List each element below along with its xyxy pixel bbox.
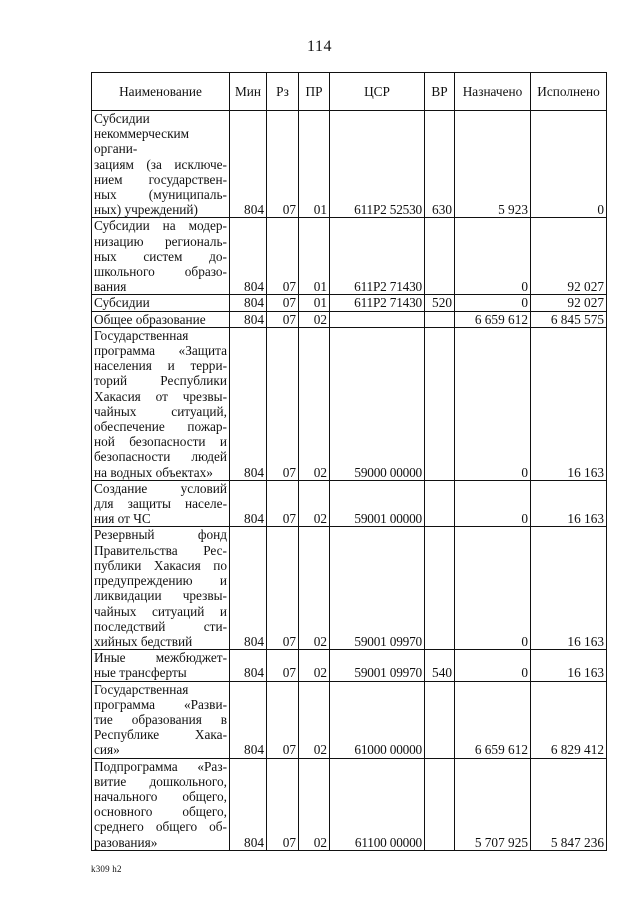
cell-section: 07 bbox=[267, 327, 299, 480]
cell-ministry: 804 bbox=[230, 650, 267, 681]
name-line: Субсидии на модер- bbox=[94, 218, 227, 234]
cell-target-article: 59001 00000 bbox=[330, 480, 425, 527]
cell-subsection: 02 bbox=[299, 681, 330, 758]
cell-section: 07 bbox=[267, 218, 299, 295]
cell-name bbox=[92, 758, 230, 850]
column-header-target-article: ЦСР bbox=[330, 73, 425, 111]
cell-section: 07 bbox=[267, 681, 299, 758]
cell-subsection: 02 bbox=[299, 758, 330, 850]
cell-target-article: 611P2 52530 bbox=[330, 111, 425, 218]
table-row bbox=[92, 758, 607, 850]
name-line: Хакасия от чрезвы- bbox=[94, 388, 227, 404]
name-line: школьного образо- bbox=[94, 264, 227, 280]
cell-executed: 16 163 bbox=[531, 650, 607, 681]
name-line: чайных ситуаций и bbox=[94, 603, 227, 619]
table-row bbox=[92, 327, 607, 480]
cell-subsection: 02 bbox=[299, 311, 330, 327]
cell-assigned: 0 bbox=[455, 480, 531, 527]
name-line: Подпрограмма «Раз- bbox=[94, 758, 227, 774]
name-line: витие дошкольного, bbox=[94, 773, 227, 789]
table-row bbox=[92, 111, 607, 218]
cell-expense-type bbox=[425, 681, 455, 758]
name-line: Субсидии некоммерческим органи- bbox=[94, 111, 190, 157]
cell-section: 07 bbox=[267, 527, 299, 650]
cell-assigned: 0 bbox=[455, 527, 531, 650]
cell-expense-type bbox=[425, 758, 455, 850]
cell-name bbox=[92, 295, 230, 311]
name-line: обеспечение пожар- bbox=[94, 419, 227, 435]
cell-section: 07 bbox=[267, 758, 299, 850]
column-header-name: Наименование bbox=[92, 73, 230, 111]
name-line: ликвидации чрезвы- bbox=[94, 588, 227, 604]
cell-target-article: 611P2 71430 bbox=[330, 218, 425, 295]
name-line: среднего общего об- bbox=[94, 819, 227, 835]
cell-target-article: 59001 09970 bbox=[330, 650, 425, 681]
cell-subsection: 02 bbox=[299, 480, 330, 527]
name-line: начального общего, bbox=[94, 788, 227, 804]
column-header-executed: Исполнено bbox=[531, 73, 607, 111]
name-line: населения и терри- bbox=[94, 358, 227, 374]
name-line: вания bbox=[94, 279, 127, 295]
name-line: Иные межбюджет- bbox=[94, 650, 227, 666]
name-line: основного общего, bbox=[94, 804, 227, 820]
cell-expense-type bbox=[425, 480, 455, 527]
cell-ministry: 804 bbox=[230, 311, 267, 327]
cell-name bbox=[92, 311, 230, 327]
name-line: тие образования в bbox=[94, 711, 227, 727]
name-line: сия» bbox=[94, 742, 120, 758]
cell-target-article: 59000 00000 bbox=[330, 327, 425, 480]
table-row bbox=[92, 218, 607, 295]
table-row bbox=[92, 527, 607, 650]
name-line: ных систем до- bbox=[94, 248, 227, 264]
name-line: ные трансферты bbox=[94, 665, 187, 681]
cell-assigned: 5 707 925 bbox=[455, 758, 531, 850]
cell-assigned: 5 923 bbox=[455, 111, 531, 218]
cell-expense-type: 520 bbox=[425, 295, 455, 311]
cell-expense-type: 540 bbox=[425, 650, 455, 681]
cell-ministry: 804 bbox=[230, 480, 267, 527]
column-header-subsection: ПР bbox=[299, 73, 330, 111]
name-line: Субсидии bbox=[94, 295, 150, 311]
cell-subsection: 01 bbox=[299, 218, 330, 295]
budget-table bbox=[91, 72, 607, 851]
name-line: ных (муниципаль- bbox=[94, 187, 227, 203]
cell-executed: 0 bbox=[531, 111, 607, 218]
cell-expense-type bbox=[425, 311, 455, 327]
page-number: 114 bbox=[307, 38, 332, 55]
cell-ministry: 804 bbox=[230, 681, 267, 758]
cell-assigned: 0 bbox=[455, 650, 531, 681]
cell-name bbox=[92, 327, 230, 480]
name-line: разования» bbox=[94, 834, 158, 850]
cell-section: 07 bbox=[267, 480, 299, 527]
cell-subsection: 02 bbox=[299, 527, 330, 650]
table-row bbox=[92, 681, 607, 758]
cell-executed: 6 829 412 bbox=[531, 681, 607, 758]
name-line: низацию региональ- bbox=[94, 233, 227, 249]
cell-executed: 92 027 bbox=[531, 295, 607, 311]
cell-section: 07 bbox=[267, 311, 299, 327]
cell-expense-type: 630 bbox=[425, 111, 455, 218]
name-line: нием государствен- bbox=[94, 171, 227, 187]
cell-target-article: 59001 09970 bbox=[330, 527, 425, 650]
name-line: хийных бедствий bbox=[94, 633, 193, 649]
name-line: публики Хакасия по bbox=[94, 557, 227, 573]
column-header-assigned: Назначено bbox=[455, 73, 531, 111]
name-line: предупреждению и bbox=[94, 573, 227, 589]
cell-assigned: 0 bbox=[455, 295, 531, 311]
name-line: чайных ситуаций, bbox=[94, 403, 227, 419]
cell-assigned: 6 659 612 bbox=[455, 681, 531, 758]
cell-section: 07 bbox=[267, 650, 299, 681]
cell-executed: 5 847 236 bbox=[531, 758, 607, 850]
cell-ministry: 804 bbox=[230, 758, 267, 850]
name-line: Правительства Рес- bbox=[94, 542, 227, 558]
name-line: для защиты населе- bbox=[94, 496, 227, 512]
cell-name bbox=[92, 650, 230, 681]
name-line: Государственная bbox=[94, 327, 189, 343]
name-line: Общее образование bbox=[94, 311, 206, 327]
cell-target-article: 61100 00000 bbox=[330, 758, 425, 850]
cell-name bbox=[92, 111, 230, 218]
cell-executed: 92 027 bbox=[531, 218, 607, 295]
table-body bbox=[92, 111, 607, 851]
cell-section: 07 bbox=[267, 295, 299, 311]
cell-ministry: 804 bbox=[230, 527, 267, 650]
name-line: Резервный фонд bbox=[94, 527, 227, 543]
cell-name bbox=[92, 681, 230, 758]
name-line: безопасности людей bbox=[94, 449, 227, 465]
cell-executed: 16 163 bbox=[531, 527, 607, 650]
cell-target-article bbox=[330, 311, 425, 327]
cell-ministry: 804 bbox=[230, 111, 267, 218]
cell-executed: 16 163 bbox=[531, 480, 607, 527]
cell-ministry: 804 bbox=[230, 327, 267, 480]
cell-expense-type bbox=[425, 527, 455, 650]
name-line: Создание условий bbox=[94, 480, 227, 496]
name-line: зациям (за исключе- bbox=[94, 156, 227, 172]
cell-name bbox=[92, 218, 230, 295]
cell-name bbox=[92, 527, 230, 650]
footer-code: k309 h2 bbox=[91, 864, 122, 874]
cell-expense-type bbox=[425, 327, 455, 480]
table-header-row bbox=[92, 73, 607, 111]
cell-executed: 6 845 575 bbox=[531, 311, 607, 327]
cell-executed: 16 163 bbox=[531, 327, 607, 480]
cell-assigned: 0 bbox=[455, 218, 531, 295]
cell-ministry: 804 bbox=[230, 295, 267, 311]
cell-assigned: 0 bbox=[455, 327, 531, 480]
table-row bbox=[92, 650, 607, 681]
cell-expense-type bbox=[425, 218, 455, 295]
name-line: торий Республики bbox=[94, 373, 227, 389]
name-line: программа «Защита bbox=[94, 343, 227, 359]
name-line: Государственная bbox=[94, 681, 189, 697]
name-line: последствий сти- bbox=[94, 618, 227, 634]
table-row bbox=[92, 480, 607, 527]
name-line: программа «Разви- bbox=[94, 696, 227, 712]
cell-ministry: 804 bbox=[230, 218, 267, 295]
name-line: ных) учреждений) bbox=[94, 202, 198, 218]
cell-subsection: 01 bbox=[299, 111, 330, 218]
cell-assigned: 6 659 612 bbox=[455, 311, 531, 327]
name-line: на водных объектах» bbox=[94, 464, 213, 480]
column-header-expense-type: ВР bbox=[425, 73, 455, 111]
table-row bbox=[92, 311, 607, 327]
column-header-ministry: Мин bbox=[230, 73, 267, 111]
cell-target-article: 611P2 71430 bbox=[330, 295, 425, 311]
table-row bbox=[92, 295, 607, 311]
cell-subsection: 01 bbox=[299, 295, 330, 311]
cell-target-article: 61000 00000 bbox=[330, 681, 425, 758]
cell-section: 07 bbox=[267, 111, 299, 218]
column-header-section: Рз bbox=[267, 73, 299, 111]
name-line: Республике Хака- bbox=[94, 727, 227, 743]
name-line: ния от ЧС bbox=[94, 511, 151, 527]
name-line: ной безопасности и bbox=[94, 434, 227, 450]
cell-subsection: 02 bbox=[299, 327, 330, 480]
cell-name bbox=[92, 480, 230, 527]
cell-subsection: 02 bbox=[299, 650, 330, 681]
